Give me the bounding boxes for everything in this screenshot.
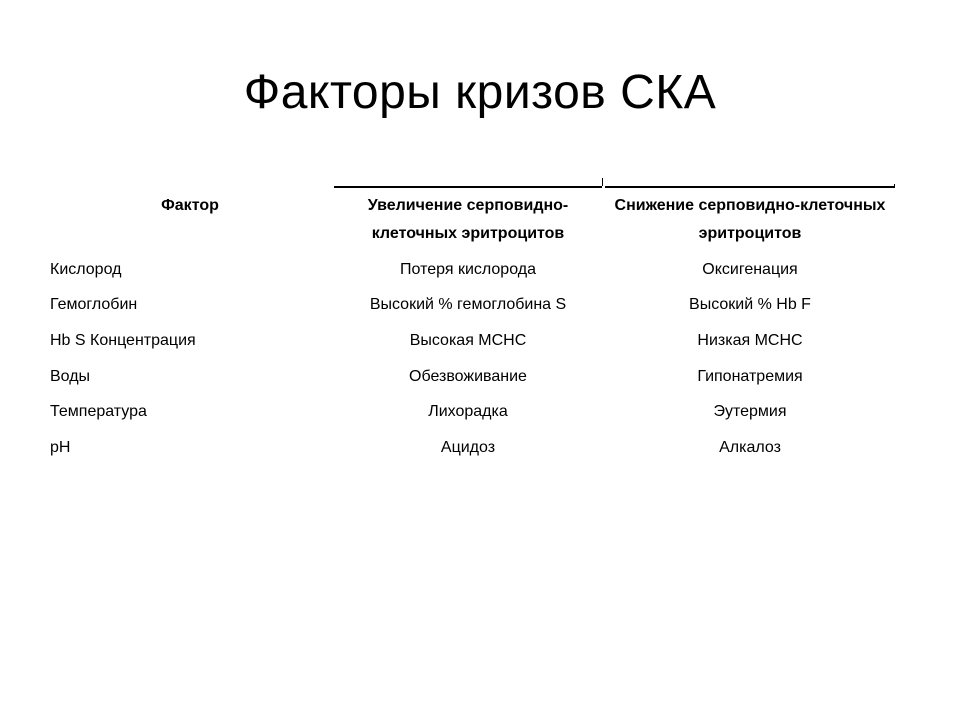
table-cell-increase: Высокий % гемоглобина S (369, 296, 567, 313)
column-header-decrease: Снижение серповидно-клеточных эритроцитов (614, 197, 886, 242)
slide-title: Факторы кризов СКА (243, 66, 717, 119)
table-cell-increase: Обезвоживание (409, 368, 527, 385)
table-cell-decrease: Алкалоз (719, 439, 781, 456)
table-cell-factor: Кислород (50, 261, 122, 278)
table-cell-decrease: Гипонатремия (697, 368, 803, 385)
table-cell-factor: Воды (50, 368, 91, 385)
table-cell-factor: Гемоглобин (50, 296, 138, 313)
table-cell-factor: Температура (50, 403, 147, 420)
table-cell-decrease: Оксигенация (702, 261, 798, 278)
table-cell-decrease: Низкая MCHC (697, 332, 803, 349)
column-header-factor: Фактор (161, 197, 219, 214)
table-cell-factor: Hb S Концентрация (50, 332, 196, 349)
table-cell-factor: pH (50, 439, 71, 456)
table-cell-decrease: Эутермия (713, 403, 787, 420)
table-cell-increase: Лихорадка (428, 403, 508, 420)
table-cell-decrease: Высокий % Hb F (689, 296, 811, 313)
table-cell-increase: Высокая MCHC (409, 332, 527, 349)
column-header-increase: Увеличение серповидно-клеточных эритроцитов (367, 197, 569, 242)
table-cell-increase: Потеря кислорода (400, 261, 536, 278)
table-cell-increase: Ацидоз (440, 439, 496, 456)
